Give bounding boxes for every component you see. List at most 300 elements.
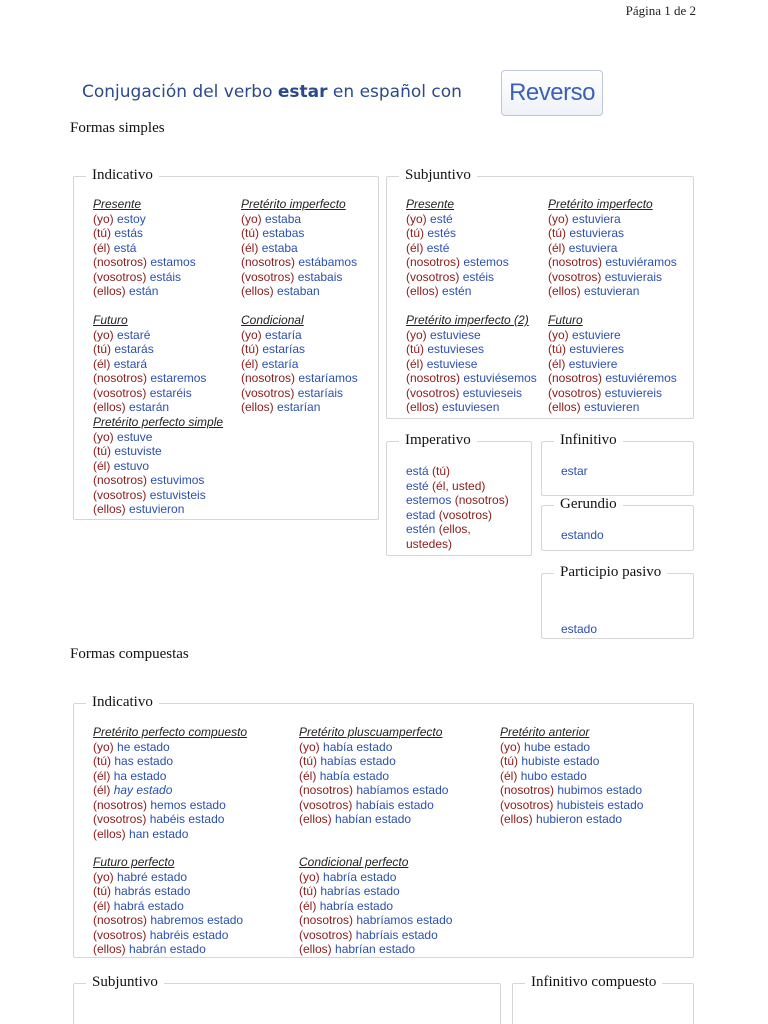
conjugation-row — [93, 342, 263, 357]
verb-form: está — [113, 240, 137, 255]
imperativo-line — [406, 479, 509, 494]
pronoun: (ellos) — [406, 400, 439, 414]
verb-form: habían estado — [335, 812, 412, 826]
conjugation-row — [93, 870, 293, 885]
pronoun: (ellos) — [93, 284, 126, 298]
verb-form: había estado — [323, 739, 393, 754]
conjugation-row — [299, 783, 499, 798]
conjugation-row — [548, 400, 718, 415]
gerundio-title: Gerundio — [554, 496, 623, 513]
verb-form: habéis estado — [149, 812, 225, 826]
page-title — [82, 82, 462, 102]
imperativo-line — [406, 464, 509, 479]
tense-block — [299, 855, 499, 957]
reverso-logo-text: Reverso — [509, 79, 595, 106]
verb-form: estarían — [277, 400, 321, 414]
conjugation-row — [548, 255, 718, 270]
pronoun: (él) — [406, 356, 424, 371]
conjugation-row — [299, 798, 499, 813]
verb-form: había estado — [319, 768, 390, 783]
pronoun: (ellos) — [500, 812, 533, 826]
pronoun: (vosotros) — [299, 927, 353, 942]
pronoun: (yo) — [548, 211, 569, 226]
verb-form: esté — [406, 478, 429, 493]
verb-form: estuviera — [568, 240, 618, 255]
pronoun: (yo) — [93, 327, 114, 342]
verb-form: estará — [113, 356, 148, 371]
verb-form: estuviere — [572, 327, 621, 342]
tense-name: Presente — [93, 197, 142, 211]
pronoun: (vosotros) — [406, 385, 460, 400]
verb-form: estás — [114, 226, 144, 240]
infinitivo-value: estar — [561, 464, 588, 478]
pronoun: (él) — [299, 768, 317, 783]
conjugation-row — [548, 371, 718, 386]
conjugation-row — [548, 284, 718, 299]
verb-form: estuviésemos — [463, 371, 537, 385]
conjugation-row — [548, 342, 718, 357]
pronoun: (tú) — [406, 226, 424, 240]
pronoun: (tú) — [299, 754, 317, 768]
verb-form: habría estado — [319, 898, 394, 913]
pronoun: (él) — [548, 240, 566, 255]
conjugation-row — [93, 754, 293, 769]
pronoun: (ellos) — [299, 812, 332, 826]
verb-form: estuve — [117, 429, 153, 444]
verb-form: estaré — [117, 327, 151, 342]
verb-form: has estado — [114, 754, 174, 768]
verb-form: estuvieres — [569, 342, 625, 356]
participio-box — [541, 564, 694, 639]
pronoun: (vosotros) — [438, 507, 493, 522]
infinitivo-compuesto-title: Infinitivo compuesto — [525, 974, 662, 991]
pronoun: (él) — [299, 898, 317, 913]
pronoun: (tú) — [93, 884, 111, 898]
conjugation-row — [93, 488, 263, 503]
gerundio-box — [541, 496, 694, 551]
participio-value: estado — [561, 622, 598, 636]
conjugation-row — [299, 928, 499, 943]
verb-form: habíamos estado — [356, 783, 449, 797]
conjugation-row — [500, 783, 690, 798]
verb-form: han estado — [129, 826, 189, 841]
pronoun: (nosotros) — [93, 473, 148, 487]
pronoun: (ellos) — [93, 826, 126, 841]
pronoun: (tú) — [93, 444, 111, 458]
tense-name: Pretérito imperfecto — [241, 197, 346, 211]
verb-form: estaban — [277, 284, 320, 298]
pronoun: (tú) — [432, 464, 451, 478]
conjugation-row — [299, 913, 499, 928]
conjugation-row — [548, 386, 718, 401]
conjugation-row — [299, 769, 499, 784]
conjugation-row — [548, 226, 718, 241]
participio-title: Participio pasivo — [554, 564, 667, 581]
verb-form: estuvieras — [569, 226, 625, 240]
tense-name: Pretérito perfecto simple — [93, 415, 224, 429]
conjugation-row — [548, 241, 718, 256]
tense-block — [93, 197, 263, 299]
pronoun: (vosotros) — [548, 269, 602, 284]
infinitivo-compuesto-box — [512, 974, 694, 1024]
pronoun: (ellos) — [93, 942, 126, 956]
pronoun: (él) — [93, 898, 111, 913]
pronoun: (él) — [241, 356, 259, 371]
pronoun: (yo) — [406, 327, 427, 342]
conjugation-row — [548, 357, 718, 372]
verb-form: esté — [426, 240, 450, 255]
verb-form: habrá estado — [113, 898, 184, 913]
pronoun: (ellos) — [241, 284, 274, 298]
tense-block — [299, 725, 499, 827]
verb-form: estarías — [262, 342, 306, 356]
imperativo-box — [386, 432, 532, 556]
tense-name: Condicional perfecto — [299, 855, 409, 869]
pronoun: (tú) — [93, 226, 111, 240]
verb-form: estamos — [150, 255, 196, 269]
verb-form: estemos — [463, 255, 509, 269]
verb-form: habrías estado — [320, 884, 400, 898]
pronoun: (él) — [241, 240, 259, 255]
conjugation-row — [93, 740, 293, 755]
verb-form: estemos — [406, 493, 452, 507]
pronoun: (vosotros) — [406, 269, 460, 284]
conjugation-row — [500, 754, 690, 769]
imperativo-line — [406, 493, 509, 508]
verb-form: estaríamos — [298, 371, 358, 385]
pronoun: (nosotros) — [406, 255, 461, 269]
verb-form: hubimos estado — [557, 783, 643, 797]
tense-name: Futuro — [548, 313, 583, 327]
pronoun: (vosotros) — [93, 927, 147, 942]
pronoun: (yo) — [93, 211, 114, 226]
conjugation-row — [500, 812, 690, 827]
conjugation-row — [299, 884, 499, 899]
verb-form: hay estado — [113, 783, 173, 797]
conjugation-row — [93, 812, 293, 827]
verb-form: estáis — [149, 269, 182, 284]
pronoun: (vosotros) — [548, 385, 602, 400]
verb-form: estuviéramos — [605, 255, 677, 269]
verb-form: estuviere — [568, 356, 618, 371]
verb-form: habremos estado — [150, 913, 244, 927]
pronoun: (él) — [93, 458, 111, 473]
compound-indicativo-box — [73, 694, 694, 958]
pronoun: (él) — [93, 240, 111, 255]
tense-name: Pretérito anterior — [500, 725, 590, 739]
pronoun: (yo) — [241, 211, 262, 226]
conjugation-row — [93, 241, 263, 256]
verb-form: habrían estado — [335, 942, 416, 956]
conjugation-row — [93, 783, 293, 798]
pronoun: (nosotros) — [500, 783, 555, 797]
title-suffix: en español con — [327, 82, 462, 102]
verb-form: estén — [442, 284, 472, 298]
pronoun: (él) — [500, 768, 518, 783]
title-prefix: Conjugación del verbo — [82, 82, 278, 102]
verb-form: estabas — [262, 226, 305, 240]
pronoun: (tú) — [93, 342, 111, 356]
verb-form: estuviéremos — [605, 371, 677, 385]
pronoun: (nosotros) — [93, 255, 148, 269]
verb-form: estaba — [261, 240, 298, 255]
pronoun: (ellos) — [548, 400, 581, 414]
pronoun: (nosotros) — [241, 371, 296, 385]
imperativo-title: Imperativo — [399, 432, 477, 449]
conjugation-row — [93, 884, 293, 899]
verb-form: habrán estado — [129, 942, 206, 956]
pronoun: (nosotros) — [548, 255, 603, 269]
tense-name: Futuro — [93, 313, 128, 327]
verb-form: habrás estado — [114, 884, 191, 898]
conjugation-row — [93, 899, 293, 914]
verb-form: estaremos — [150, 371, 207, 385]
pronoun: (él) — [406, 240, 424, 255]
pronoun: (él) — [93, 783, 111, 797]
conjugation-row — [93, 473, 263, 488]
pronoun: (nosotros) — [93, 797, 148, 812]
conjugation-row — [500, 798, 690, 813]
pronoun: (él, usted) — [432, 478, 486, 493]
pronoun: (tú) — [241, 226, 259, 240]
verb-form: hubo estado — [520, 768, 587, 783]
pronoun: (ellos) — [406, 284, 439, 298]
conjugation-row — [299, 899, 499, 914]
pronoun: (tú) — [548, 342, 566, 356]
imperativo-line — [406, 522, 509, 537]
infinitivo-title: Infinitivo — [554, 432, 623, 449]
conjugation-row — [93, 357, 263, 372]
pronoun: (yo) — [299, 869, 320, 884]
verb-form: habré estado — [117, 869, 188, 884]
pronoun: (él) — [548, 356, 566, 371]
simple-subjuntivo-box — [386, 167, 694, 419]
pronoun: (vosotros) — [299, 797, 353, 812]
title-verb: estar — [277, 82, 328, 102]
simple-indicativo-box — [73, 167, 379, 520]
tense-block — [93, 855, 293, 957]
verb-form: estés — [427, 226, 457, 240]
pronoun: (vosotros) — [93, 487, 147, 502]
pronoun: (tú) — [406, 342, 424, 356]
reverso-logo[interactable] — [501, 70, 603, 116]
pronoun: (ellos) — [93, 502, 126, 516]
tense-block — [500, 725, 690, 827]
conjugation-row — [500, 769, 690, 784]
verb-form: estaréis — [149, 385, 192, 400]
conjugation-row — [93, 913, 293, 928]
verb-form: estén — [406, 522, 436, 536]
tense-name: Futuro perfecto — [93, 855, 175, 869]
pronoun: (vosotros) — [241, 385, 295, 400]
conjugation-row — [93, 270, 263, 285]
verb-form: hubieron estado — [536, 812, 623, 826]
verb-form: estarán — [129, 400, 170, 414]
pronoun: (él) — [93, 768, 111, 783]
verb-form: estuvieran — [584, 284, 640, 298]
verb-form: ha estado — [113, 768, 167, 783]
verb-form: estaríais — [297, 385, 344, 400]
verb-form: hubisteis estado — [556, 797, 644, 812]
conjugation-row — [299, 754, 499, 769]
pronoun: (ellos, — [438, 522, 471, 536]
infinitivo-box — [541, 432, 694, 496]
conjugation-row — [93, 226, 263, 241]
verb-form: estuvieron — [129, 502, 185, 516]
compound-subjuntivo-box — [73, 974, 501, 1024]
pronoun: (vosotros) — [241, 269, 295, 284]
verb-form: estuvieren — [584, 400, 640, 414]
verb-form: estuvo — [113, 458, 150, 473]
pronoun: (ellos) — [299, 942, 332, 956]
pronoun: (yo) — [93, 739, 114, 754]
conjugation-row — [500, 740, 690, 755]
pronoun: (él) — [93, 356, 111, 371]
tense-name: Pretérito pluscuamperfecto — [299, 725, 443, 739]
conjugation-row — [93, 386, 263, 401]
pronoun: ustedes) — [406, 536, 453, 551]
tense-name: Presente — [406, 197, 455, 211]
imperativo-line — [406, 537, 509, 552]
simple-indicativo-title: Indicativo — [86, 167, 159, 184]
verb-form: está — [406, 464, 429, 478]
conjugation-row — [93, 328, 263, 343]
verb-form: estuvieses — [427, 342, 485, 356]
conjugation-row — [93, 827, 293, 842]
tense-block — [548, 197, 718, 299]
gerundio-value: estando — [561, 528, 604, 542]
pronoun: (yo) — [406, 211, 427, 226]
simple-forms-heading: Formas simples — [70, 120, 165, 136]
pronoun: (tú) — [299, 884, 317, 898]
pronoun: (nosotros) — [406, 371, 461, 385]
conjugation-row — [93, 942, 293, 957]
verb-form: esté — [430, 211, 453, 226]
verb-form: habríamos estado — [356, 913, 453, 927]
verb-form: hube estado — [524, 739, 591, 754]
conjugation-row — [548, 328, 718, 343]
pronoun: (yo) — [548, 327, 569, 342]
verb-form: estuviste — [114, 444, 162, 458]
tense-block — [93, 313, 263, 415]
conjugation-row — [93, 798, 293, 813]
pronoun: (nosotros) — [93, 371, 148, 385]
conjugation-row — [93, 502, 263, 517]
verb-form: estéis — [462, 269, 495, 284]
verb-form: estuvisteis — [149, 487, 206, 502]
pronoun: (tú) — [241, 342, 259, 356]
tense-name: Pretérito imperfecto — [548, 197, 653, 211]
verb-form: habréis estado — [149, 927, 229, 942]
conjugation-row — [299, 740, 499, 755]
verb-form: estaría — [261, 356, 299, 371]
verb-form: estaría — [265, 327, 302, 342]
verb-form: están — [129, 284, 159, 298]
pronoun: (vosotros) — [93, 812, 147, 826]
verb-form: habría estado — [323, 869, 397, 884]
pronoun: (yo) — [93, 429, 114, 444]
pronoun: (vosotros) — [93, 269, 147, 284]
pronoun: (ellos) — [93, 400, 126, 414]
pronoun: (tú) — [548, 226, 566, 240]
verb-form: he estado — [117, 739, 170, 754]
pronoun: (yo) — [93, 869, 114, 884]
conjugation-row — [93, 769, 293, 784]
verb-form: estuviereis — [604, 385, 663, 400]
compound-subjuntivo-title: Subjuntivo — [86, 974, 164, 991]
verb-form: habíais estado — [355, 797, 434, 812]
tense-block — [548, 313, 718, 415]
pronoun: (nosotros) — [299, 783, 354, 797]
imperativo-list — [406, 464, 509, 551]
tense-name: Pretérito imperfecto (2) — [406, 313, 529, 327]
verb-form: habríais estado — [355, 927, 438, 942]
page-number: Página 1 de 2 — [625, 3, 696, 18]
pronoun: (nosotros) — [454, 493, 509, 507]
tense-name: Condicional — [241, 313, 304, 327]
conjugation-row — [299, 870, 499, 885]
verb-form: estuviesen — [442, 400, 500, 414]
pronoun: (nosotros) — [93, 913, 148, 927]
conjugation-row — [548, 270, 718, 285]
pronoun: (tú) — [93, 754, 111, 768]
conjugation-row — [93, 430, 263, 445]
verb-form: estuviese — [426, 356, 478, 371]
conjugation-row — [299, 812, 499, 827]
conjugation-row — [93, 371, 263, 386]
pronoun: (nosotros) — [299, 913, 354, 927]
verb-form: estuvimos — [150, 473, 205, 487]
compound-forms-heading: Formas compuestas — [70, 646, 189, 662]
conjugation-row — [93, 400, 263, 415]
conjugation-row — [93, 284, 263, 299]
tense-block — [93, 725, 293, 841]
verb-form: estaba — [265, 211, 302, 226]
pronoun: (yo) — [241, 327, 262, 342]
simple-subjuntivo-title: Subjuntivo — [399, 167, 477, 184]
pronoun: (nosotros) — [241, 255, 296, 269]
conjugation-row — [93, 212, 263, 227]
pronoun: (ellos) — [548, 284, 581, 298]
pronoun: (yo) — [500, 739, 521, 754]
verb-form: estoy — [117, 211, 146, 226]
conjugation-row — [93, 444, 263, 459]
verb-form: estabais — [297, 269, 343, 284]
pronoun: (nosotros) — [548, 371, 603, 385]
verb-form: estuvierais — [604, 269, 663, 284]
verb-form: estarás — [114, 342, 154, 356]
compound-indicativo-title: Indicativo — [86, 694, 159, 711]
conjugation-row — [93, 928, 293, 943]
tense-block — [93, 415, 263, 517]
pronoun: (yo) — [299, 739, 320, 754]
verb-form: estad — [406, 507, 436, 522]
verb-form: estuviese — [430, 327, 481, 342]
verb-form: hubiste estado — [521, 754, 600, 768]
pronoun: (tú) — [500, 754, 518, 768]
pronoun: (vosotros) — [93, 385, 147, 400]
verb-form: estuviera — [572, 211, 621, 226]
tense-name: Pretérito perfecto compuesto — [93, 725, 248, 739]
imperativo-line — [406, 508, 509, 523]
conjugation-row — [93, 255, 263, 270]
verb-form: habías estado — [320, 754, 396, 768]
conjugation-row — [93, 459, 263, 474]
conjugation-row — [548, 212, 718, 227]
verb-form: hemos estado — [150, 797, 226, 812]
conjugation-row — [299, 942, 499, 957]
verb-form: estábamos — [298, 255, 358, 269]
